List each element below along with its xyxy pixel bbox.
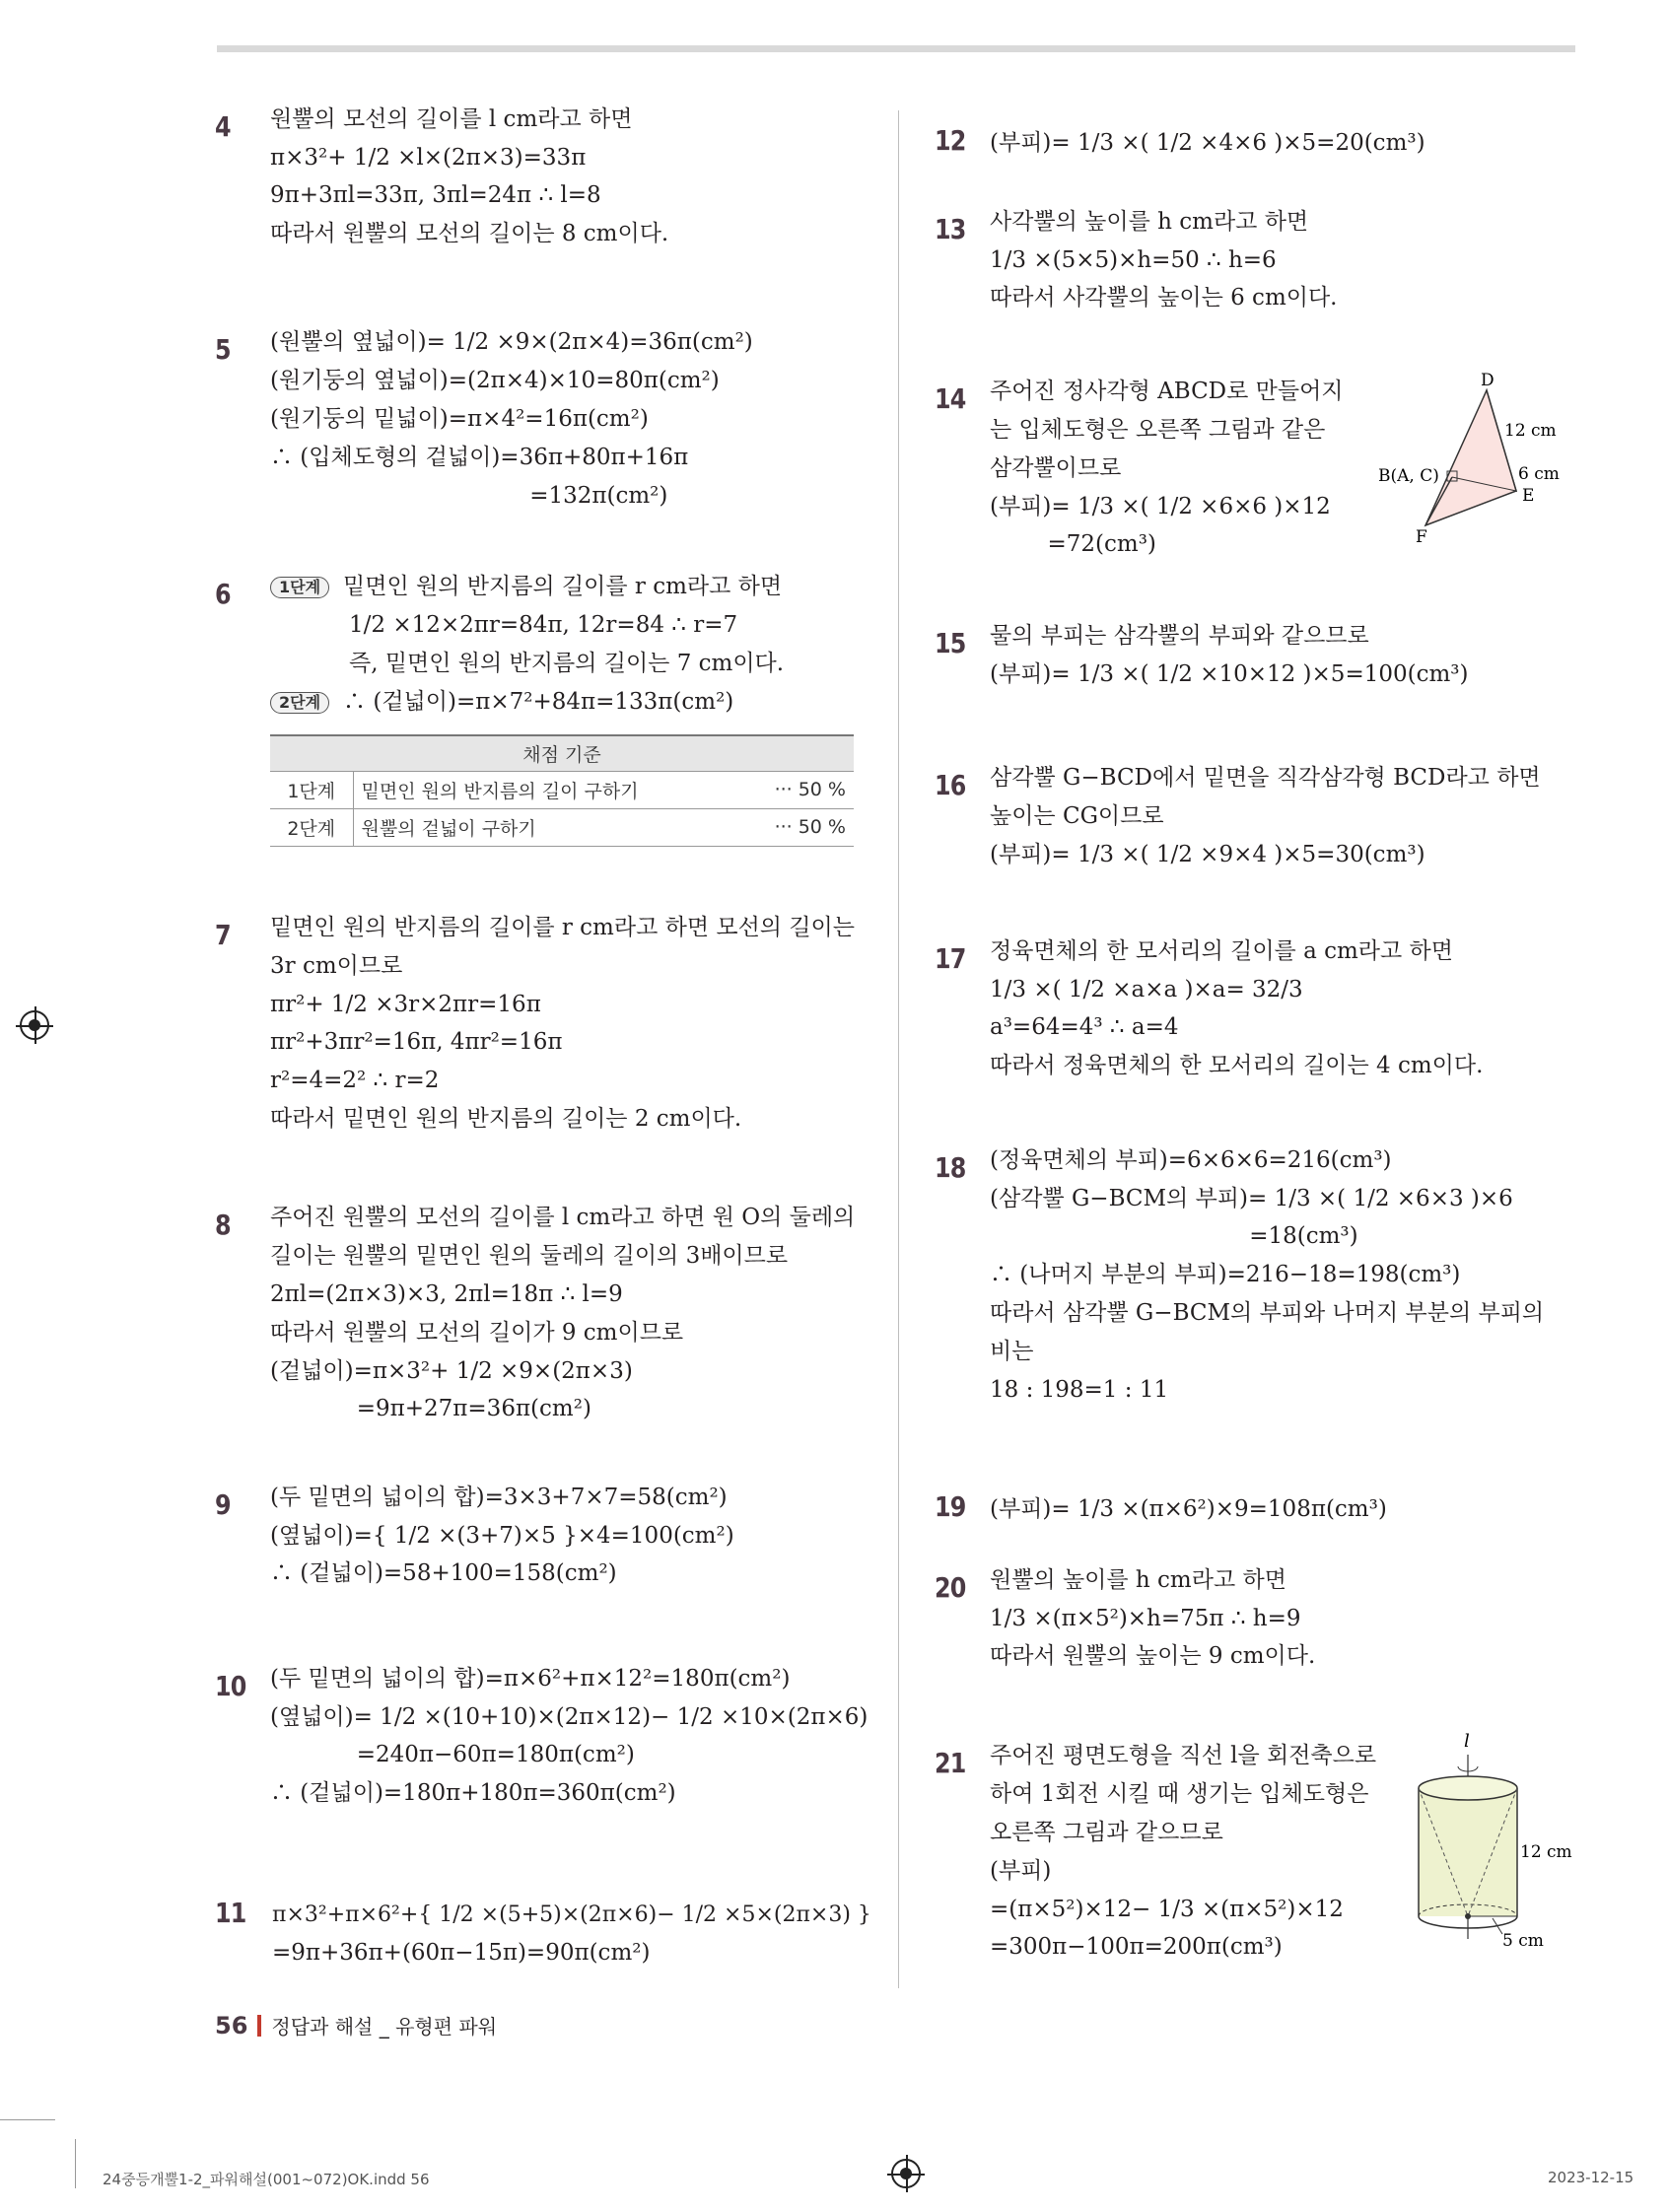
solution-line: 비는 (990, 1339, 1034, 1364)
solution-line: (부피)= 1/3 ×( 1/2 ×4×6 )×5=20(cm³) (990, 130, 1425, 156)
column-divider (898, 110, 899, 1988)
table-row (270, 771, 854, 808)
table-cell: ··· 50 % (765, 808, 854, 846)
registration-mark-icon (891, 2159, 921, 2188)
solution-line: 1/3 ×( 1/2 ×a×a )×a= 32/3 (990, 977, 1303, 1002)
table-cell: 2단계 (270, 808, 353, 846)
solution-line: (부피)= 1/3 ×( 1/2 ×10×12 )×5=100(cm³) (990, 661, 1469, 687)
solution-line: (두 밑면의 넓이의 합)=3×3+7×7=58(cm²) (270, 1485, 728, 1510)
solution-line: 정육면체의 한 모서리의 길이를 a cm라고 하면 (990, 938, 1453, 964)
solution-line: 원뿔의 높이를 h cm라고 하면 (990, 1567, 1286, 1593)
problem-number: 15 (935, 627, 966, 659)
solution-line: 따라서 원뿔의 모선의 길이는 8 cm이다. (270, 221, 669, 246)
solution-line: ∴ (겉넓이)=58+100=158(cm²) (270, 1560, 617, 1586)
solution (270, 574, 856, 847)
solution-line: πr²+3πr²=16π, 4πr²=16π (270, 1029, 563, 1055)
solution (270, 329, 856, 521)
solution-line: π×3²+ 1/2 ×l×(2π×3)=33π (270, 145, 587, 171)
problem-number: 11 (215, 1897, 246, 1929)
problem-number: 5 (215, 333, 231, 366)
solution-line: (부피)= 1/3 ×(π×6²)×9=108π(cm³) (990, 1496, 1387, 1522)
footer-bar (257, 2015, 261, 2037)
cylinder-cone-figure (1404, 1727, 1575, 1954)
solution-line: 따라서 원뿔의 높이는 9 cm이다. (990, 1643, 1316, 1669)
solution-line: 9π+3πl=33π, 3πl=24π ∴ l=8 (270, 182, 601, 208)
solution-line: 1/2 ×12×2πr=84π, 12r=84 ∴ r=7 (349, 612, 738, 638)
table-cell: 1단계 (270, 771, 353, 808)
solution (990, 1567, 1575, 1682)
solution-line: 길이는 원뿔의 밑면인 원의 둘레의 길이의 3배이므로 (270, 1243, 789, 1269)
solution-line: =300π−100π=200π(cm³) (990, 1934, 1283, 1960)
step-2-tag: 2단계 (270, 692, 329, 714)
solution-line: 밑면인 원의 반지름의 길이를 r cm라고 하면 (343, 574, 783, 599)
solution-line: (원기둥의 밑넓이)=π×4²=16π(cm²) (270, 406, 649, 432)
problem-number: 7 (215, 919, 231, 951)
solution-line: (두 밑면의 넓이의 합)=π×6²+π×12²=180π(cm²) (270, 1666, 791, 1692)
solution-line: 즉, 밑면인 원의 반지름의 길이는 7 cm이다. (349, 651, 785, 676)
solution-line: 1/3 ×(π×5²)×h=75π ∴ h=9 (990, 1606, 1301, 1631)
vertex-label: E (1522, 486, 1535, 506)
solution-line: 높이는 CG이므로 (990, 803, 1164, 829)
problem-number: 6 (215, 578, 231, 610)
solution (990, 938, 1575, 1091)
problem-number: 8 (215, 1209, 231, 1241)
solution-line: 18 : 198=1 : 11 (990, 1377, 1169, 1403)
registration-mark-icon (20, 1010, 49, 1040)
solution-line: 따라서 원뿔의 모선의 길이가 9 cm이므로 (270, 1320, 684, 1346)
solution-line: 하여 1회전 시킬 때 생기는 입체도형은 (990, 1781, 1369, 1807)
vertex-label: D (1481, 373, 1494, 390)
solution-line: 삼각뿔이므로 (990, 455, 1122, 481)
solution-line: ∴ (나머지 부분의 부피)=216−18=198(cm³) (990, 1262, 1461, 1287)
table-cell: 원뿔의 겉넓이 구하기 (353, 808, 765, 846)
problem-number: 17 (935, 942, 966, 975)
solution-line: (부피)= 1/3 ×( 1/2 ×6×6 )×12 (990, 494, 1331, 519)
solution (990, 623, 1575, 699)
solution-line: 주어진 평면도형을 직선 l을 회전축으로 (990, 1743, 1377, 1768)
problem-number: 12 (935, 124, 966, 157)
solution (272, 1893, 871, 1978)
problem-number: 20 (935, 1571, 966, 1604)
solution-line: πr²+ 1/2 ×3r×2πr=16π (270, 992, 541, 1017)
crop-mark (0, 2119, 55, 2120)
solution-line: (겉넓이)=π×3²+ 1/2 ×9×(2π×3) (270, 1358, 633, 1384)
solution (270, 1666, 869, 1819)
solution (270, 106, 856, 259)
solution-line: ∴ (겉넓이)=180π+180π=360π(cm²) (270, 1780, 676, 1806)
solution-line: a³=64=4³ ∴ a=4 (990, 1014, 1179, 1040)
solution (990, 765, 1575, 879)
table-cell: ··· 50 % (765, 771, 854, 808)
solution-line: 따라서 삼각뿔 G−BCM의 부피와 나머지 부분의 부피의 (990, 1300, 1545, 1326)
solution-line: =18(cm³) (990, 1223, 1358, 1249)
footer-title: 정답과 해설 _ 유형편 파워 (271, 2015, 498, 2039)
solution-line: (옆넓이)= 1/2 ×(10+10)×(2π×12)− 1/2 ×10×(2π×6) (270, 1704, 869, 1730)
solution-line: =240π−60π=180π(cm²) (270, 1742, 635, 1767)
solution-line: 따라서 사각뿔의 높이는 6 cm이다. (990, 285, 1338, 311)
solution-line: 는 입체도형은 오른쪽 그림과 같은 (990, 417, 1326, 443)
solution-line: =72(cm³) (990, 531, 1156, 557)
problem-number: 13 (935, 213, 966, 245)
solution-line: =9π+27π=36π(cm²) (270, 1396, 591, 1421)
problem-number: 21 (935, 1747, 966, 1779)
crop-mark (75, 2139, 76, 2188)
print-date: 2023-12-15 (1548, 2169, 1634, 2186)
solution-line: π×3²+π×6²+{ 1/2 ×(5+5)×(2π×6)− 1/2 ×5×(2π×3) } (272, 1902, 871, 1927)
step-1-tag: 1단계 (270, 577, 329, 598)
triangular-pyramid-figure (1378, 373, 1575, 570)
solution-line: 삼각뿔 G−BCD에서 밑면을 직각삼각형 BCD라고 하면 (990, 765, 1541, 791)
problem-number: 4 (215, 110, 231, 143)
solution-line: ∴ (겉넓이)=π×7²+84π=133π(cm²) (343, 689, 734, 715)
length-label: 6 cm (1518, 464, 1560, 484)
solution-line: 오른쪽 그림과 같으므로 (990, 1820, 1223, 1845)
page-footer (215, 2011, 497, 2039)
height-label: 12 cm (1520, 1842, 1572, 1862)
table-cell: 밑면인 원의 반지름의 길이 구하기 (353, 771, 765, 808)
problem-number: 18 (935, 1151, 966, 1184)
scoring-table-header: 채점 기준 (270, 735, 854, 771)
vertex-label: F (1416, 527, 1427, 547)
solution-line: 주어진 정사각형 ABCD로 만들어지 (990, 379, 1344, 404)
vertex-label: B(A, C) (1378, 466, 1439, 486)
solution-line: (삼각뿔 G−BCM의 부피)= 1/3 ×( 1/2 ×6×3 )×6 (990, 1186, 1513, 1211)
solution-line: (부피) (990, 1858, 1052, 1884)
solution (270, 1205, 856, 1434)
solution-line: 1/3 ×(5×5)×h=50 ∴ h=6 (990, 247, 1277, 273)
solution-line: =132π(cm²) (270, 483, 668, 509)
length-label: 12 cm (1504, 421, 1557, 441)
solution-line: (원기둥의 옆넓이)=(2π×4)×10=80π(cm²) (270, 368, 720, 393)
problem-number: 10 (215, 1670, 246, 1702)
solution-line: (옆넓이)={ 1/2 ×(3+7)×5 }×4=100(cm²) (270, 1523, 734, 1549)
solution-line: (원뿔의 옆넓이)= 1/2 ×9×(2π×4)=36π(cm²) (270, 329, 753, 355)
axis-label: l (1464, 1731, 1470, 1752)
solution (990, 1147, 1575, 1416)
solution-line: 사각뿔의 높이를 h cm라고 하면 (990, 209, 1309, 235)
radius-label: 5 cm (1502, 1931, 1544, 1951)
solution (990, 1486, 1575, 1534)
solution-line: 2πl=(2π×3)×3, 2πl=18π ∴ l=9 (270, 1281, 623, 1307)
solution-line: 3r cm이므로 (270, 953, 403, 979)
print-file-info: 24중등개뿔1-2_파워해설(001~072)OK.indd 56 (103, 2171, 430, 2188)
solution (990, 209, 1575, 323)
problem-number: 19 (935, 1490, 966, 1523)
solution-line: 따라서 밑면인 원의 반지름의 길이는 2 cm이다. (270, 1106, 742, 1132)
problem-number: 14 (935, 382, 966, 415)
solution-line: 물의 부피는 삼각뿔의 부피와 같으므로 (990, 623, 1369, 649)
problem-number: 9 (215, 1488, 231, 1521)
solution-line: r²=4=2² ∴ r=2 (270, 1068, 440, 1093)
top-rule (217, 45, 1575, 52)
solution-line: ∴ (입체도형의 겉넓이)=36π+80π+16π (270, 445, 689, 470)
solution (990, 120, 1575, 168)
solution-line: =(π×5²)×12− 1/3 ×(π×5²)×12 (990, 1897, 1344, 1922)
solution (270, 915, 856, 1144)
solution-line: 따라서 정육면체의 한 모서리의 길이는 4 cm이다. (990, 1053, 1484, 1078)
table-row (270, 808, 854, 846)
solution-line: 주어진 원뿔의 모선의 길이를 l cm라고 하면 원 O의 둘레의 (270, 1205, 856, 1230)
solution-line: 밑면인 원의 반지름의 길이를 r cm라고 하면 모선의 길이는 (270, 915, 855, 940)
solution-line: =9π+36π+(60π−15π)=90π(cm²) (272, 1940, 651, 1966)
solution-line: (부피)= 1/3 ×( 1/2 ×9×4 )×5=30(cm³) (990, 842, 1425, 867)
problem-number: 16 (935, 769, 966, 801)
solution (270, 1485, 856, 1599)
scoring-table (270, 734, 854, 847)
solution-line: (정육면체의 부피)=6×6×6=216(cm³) (990, 1147, 1392, 1173)
page-number: 56 (215, 2012, 248, 2039)
solution-line: 원뿔의 모선의 길이를 l cm라고 하면 (270, 106, 633, 132)
